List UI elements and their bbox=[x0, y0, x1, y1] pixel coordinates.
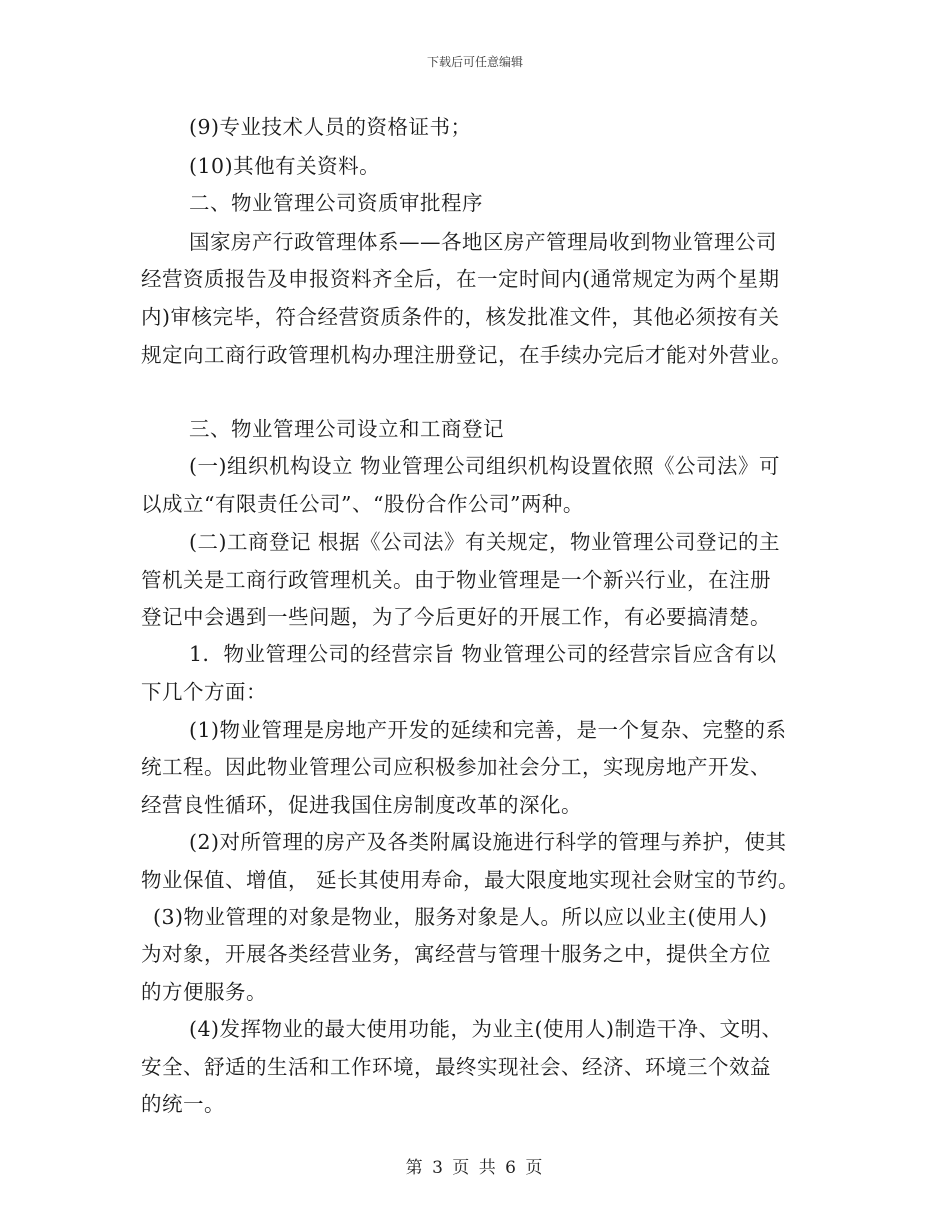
text-line: 内)审核完毕，符合经营资质条件的，核发批准文件，其他必须按有关 bbox=[141, 305, 780, 329]
text-line: 经营良性循环，促进我国住房制度改革的深化。 bbox=[141, 793, 582, 817]
text-line: (9)专业技术人员的资格证书； bbox=[189, 115, 472, 139]
text-line: (4)发挥物业的最大使用功能，为业主(使用人)制造干净、文明、 bbox=[189, 1017, 783, 1041]
page-number-footer: 第 3 页 共 6 页 bbox=[405, 1158, 545, 1178]
text-line: (2)对所管理的房产及各类附属设施进行科学的管理与养护，使其 bbox=[189, 830, 787, 854]
text-line: (1)物业管理是房地产开发的延续和完善，是一个复杂、完整的系 bbox=[189, 718, 787, 742]
section-heading: 三、物业管理公司设立和工商登记 bbox=[189, 417, 504, 441]
text-line: (10)其他有关资料。 bbox=[189, 154, 381, 178]
text-line: 规定向工商行政管理机构办理注册登记，在手续办完后才能对外营业。 bbox=[141, 343, 792, 367]
text-line: 以成立“有限责任公司”、“股份合作公司”两种。 bbox=[141, 492, 584, 516]
text-line: 管机关是工商行政管理机关。由于物业管理是一个新兴行业，在注册 bbox=[141, 568, 771, 592]
text-line: 经营资质报告及申报资料齐全后，在一定时间内(通常规定为两个星期 bbox=[141, 267, 780, 291]
text-line: 国家房产行政管理体系——各地区房产管理局收到物业管理公司 bbox=[189, 230, 777, 254]
section-heading: 二、物业管理公司资质审批程序 bbox=[189, 191, 483, 215]
text-line: (3)物业管理的对象是物业，服务对象是人。所以应以业主(使用人) bbox=[153, 905, 768, 929]
text-line: (一)组织机构设立 物业管理公司组织机构设置依照《公司法》可 bbox=[189, 454, 781, 478]
text-line: (二)工商登记 根据《公司法》有关规定，物业管理公司登记的主 bbox=[189, 530, 781, 554]
text-line: 的方便服务。 bbox=[141, 980, 267, 1004]
text-line: 登记中会遇到一些问题，为了今后更好的开展工作，有必要搞清楚。 bbox=[141, 605, 771, 629]
text-line: 物业保值、增值， 延长其使用寿命，最大限度地实现社会财宝的节约。 bbox=[141, 868, 800, 892]
page-header: 下载后可任意编辑 bbox=[426, 55, 523, 69]
text-line: 下几个方面： bbox=[141, 680, 267, 704]
text-line: 安全、舒适的生活和工作环境，最终实现社会、经济、环境三个效益 bbox=[141, 1055, 771, 1079]
text-line: 1．物业管理公司的经营宗旨 物业管理公司的经营宗旨应含有以 bbox=[189, 642, 777, 666]
text-line: 为对象，开展各类经营业务，寓经营与管理十服务之中，提供全方位 bbox=[141, 942, 771, 966]
text-line: 统工程。因此物业管理公司应积极参加社会分工，实现房地产开发、 bbox=[141, 755, 771, 779]
text-line: 的统一。 bbox=[141, 1092, 225, 1116]
